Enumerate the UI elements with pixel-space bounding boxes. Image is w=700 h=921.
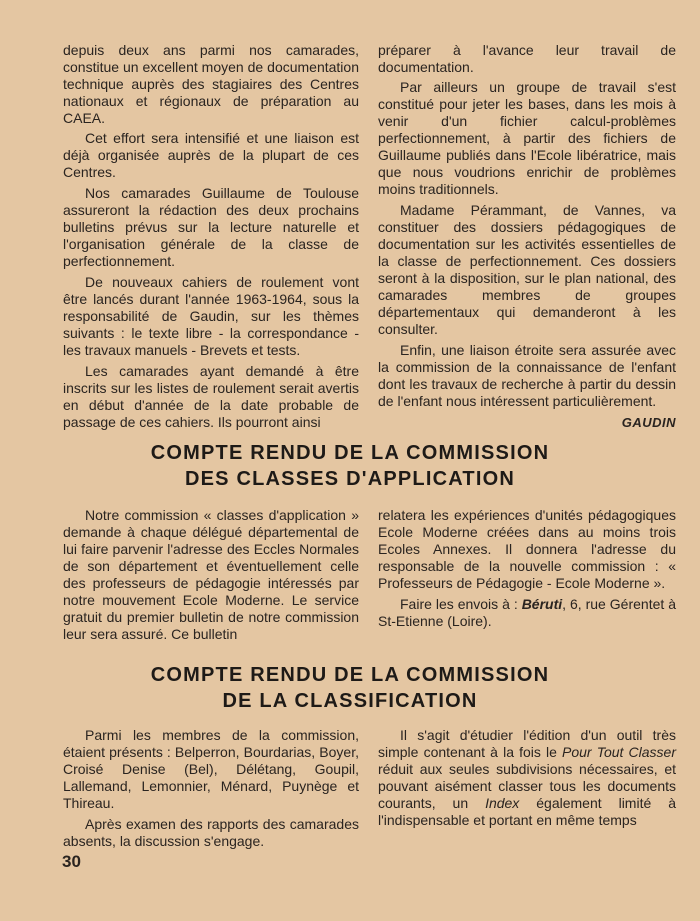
section1-left-column xyxy=(63,42,359,434)
section1-right-column xyxy=(378,42,676,431)
paragraph: Il s'agit d'étudier l'édition d'un outil très simple contenant à la fois le Pour Tout Classer réduit aux seules subdivisions nécessaires, et pouvant aisément classer tous les documents courants, un Index également limité à l'indispensable et portant en même temps xyxy=(378,727,676,828)
paragraph: relatera les expériences d'unités pédagogiques Ecole Moderne créées dans au moins trois Ecoles Annexes. Il donnera l'adresse du responsable de la nouvelle commission : « Professeurs de Pédagogie - Ecole Moderne ». xyxy=(378,507,676,591)
section2-heading xyxy=(0,440,700,492)
paragraph: depuis deux ans parmi nos camarades, constitue un excellent moyen de documentation technique auprès des stagiaires des Centres nationaux et régionaux de préparation au CAEA. xyxy=(63,42,359,126)
heading-line: DES CLASSES D'APPLICATION xyxy=(185,468,515,490)
paragraph: Notre commission « classes d'application » demande à chaque délégué départemental de lui faire parvenir l'adresse des Eccles Normales de son département et éventuellement celle des professeurs de pédagogie intéressés par notre mouvement Ecole Moderne. Le service gratuit du premier bulletin de notre commission leur sera assuré. Ce bulletin xyxy=(63,507,359,642)
paragraph: Les camarades ayant demandé à être inscrits sur les listes de roulement serait avertis en début d'année de la date probable de passage de ces cahiers. Ils pourront ainsi xyxy=(63,363,359,430)
send-name: Béruti xyxy=(521,596,563,612)
page-number: 30 xyxy=(62,852,81,871)
heading-line: COMPTE RENDU DE LA COMMISSION xyxy=(150,664,550,686)
heading-line: COMPTE RENDU DE LA COMMISSION xyxy=(150,442,550,464)
paragraph: Après examen des rapports des camarades absents, la discussion s'engage. xyxy=(63,816,359,849)
paragraph: Parmi les membres de la commission, étaient présents : Belperron, Bourdarias, Boyer, Croisé Denise (Bel), Délétang, Goupil, Lallemand, Lemonnier, Ménard, Puynège et Thireau. xyxy=(63,727,359,811)
emphasis: Pour Tout Classer xyxy=(562,744,676,760)
section2-left-column xyxy=(63,507,359,646)
paragraph: Nos camarades Guillaume de Toulouse assureront la rédaction des deux prochains bulletins prévus sur la lecture naturelle et l'organisation générale de la classe de perfectionnement. xyxy=(63,185,359,269)
paragraph: préparer à l'avance leur travail de documentation. xyxy=(378,42,676,75)
paragraph: Par ailleurs un groupe de travail s'est constitué pour jeter les bases, dans les mois à venir d'un fichier calcul-problèmes perfectionnement, à partir des fichiers de Guillaume publiés dans l'Ecole libératrice, mais que nous voudrions enrichir de problèmes moins traditionnels. xyxy=(378,79,676,197)
section2-right-column xyxy=(378,507,676,633)
section3-right-column xyxy=(378,727,676,832)
emphasis: Index xyxy=(485,795,520,811)
section3-left-column xyxy=(63,727,359,853)
section3-heading xyxy=(0,662,700,714)
paragraph: Enfin, une liaison étroite sera assurée avec la commission de la connaissance de l'enfant dont les travaux de recherche à partir du dessin de l'enfant nous intéressent particulièrement. xyxy=(378,342,676,409)
send-address: Faire les envois à : Béruti, 6, rue Gérentet à St-Etienne (Loire). xyxy=(378,596,676,629)
signature: GAUDIN xyxy=(621,415,676,430)
paragraph: Madame Pérammant, de Vannes, va constituer des dossiers pédagogiques de documentation sur les activités essentielles de la classe de perfectionnement. Ces dossiers seront à la disposition, sur le plan national, des camarades membres de groupes départementaux qui demanderont à les consulter. xyxy=(378,202,676,337)
paragraph: Cet effort sera intensifié et une liaison est déjà organisée auprès de la plupart de ces Centres. xyxy=(63,130,359,180)
heading-line: DE LA CLASSIFICATION xyxy=(222,690,478,712)
paragraph: De nouveaux cahiers de roulement vont être lancés durant l'année 1963-1964, sous la responsabilité de Gaudin, sur les thèmes suivants : le texte libre - la correspondance - les travaux manuels - Brevets et tests. xyxy=(63,274,359,358)
